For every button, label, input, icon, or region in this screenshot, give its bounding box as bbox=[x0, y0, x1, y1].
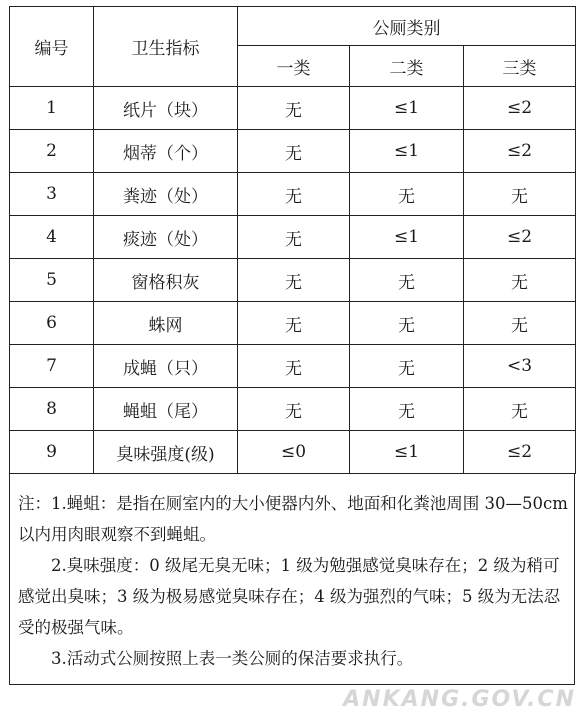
row-indicator: 成蝇（只） bbox=[94, 345, 238, 388]
note-2: 2.臭味强度：0 级尾无臭无味；1 级为勉强感觉臭味存在；2 级为稍可感觉出臭味；3 级为极易感觉臭味存在；4 级为强烈的气味；5 级为无法忍受的极强气味。 bbox=[18, 556, 561, 637]
row-number: 8 bbox=[10, 388, 94, 431]
hygiene-standards-table bbox=[9, 6, 576, 474]
note-3: 3.活动式公厕按照上表一类公厕的保洁要求执行。 bbox=[51, 649, 414, 668]
table-row bbox=[10, 302, 576, 345]
row-number: 6 bbox=[10, 302, 94, 345]
row-class-2-value: ≤1 bbox=[350, 87, 464, 130]
table-row bbox=[10, 216, 576, 259]
row-class-1-value: 无 bbox=[238, 388, 350, 431]
row-indicator: 臭味强度(级) bbox=[94, 431, 238, 474]
row-class-3-value: 无 bbox=[464, 388, 576, 431]
table-row bbox=[10, 345, 576, 388]
row-number: 5 bbox=[10, 259, 94, 302]
row-class-3-value: ≤2 bbox=[464, 130, 576, 173]
row-class-2-value: 无 bbox=[350, 388, 464, 431]
header-number: 编号 bbox=[10, 7, 94, 87]
table-row bbox=[10, 388, 576, 431]
row-class-1-value: 无 bbox=[238, 87, 350, 130]
row-class-2-value: ≤1 bbox=[350, 130, 464, 173]
table-row bbox=[10, 431, 576, 474]
row-indicator: 粪迹（处） bbox=[94, 173, 238, 216]
row-class-3-value: ≤2 bbox=[464, 431, 576, 474]
header-row-1 bbox=[10, 7, 576, 46]
table-row bbox=[10, 130, 576, 173]
row-class-2-value: 无 bbox=[350, 259, 464, 302]
row-class-2-value: ≤1 bbox=[350, 216, 464, 259]
row-number: 9 bbox=[10, 431, 94, 474]
row-indicator: 纸片（块） bbox=[94, 87, 238, 130]
row-class-2-value: ≤1 bbox=[350, 431, 464, 474]
row-class-3-value: <3 bbox=[464, 345, 576, 388]
row-class-3-value: 无 bbox=[464, 259, 576, 302]
row-class-1-value: 无 bbox=[238, 173, 350, 216]
row-indicator: 痰迹（处） bbox=[94, 216, 238, 259]
row-number: 2 bbox=[10, 130, 94, 173]
header-class-2: 二类 bbox=[350, 46, 464, 87]
row-class-1-value: 无 bbox=[238, 130, 350, 173]
header-class-3: 三类 bbox=[464, 46, 576, 87]
header-class-1: 一类 bbox=[238, 46, 350, 87]
row-class-1-value: 无 bbox=[238, 259, 350, 302]
row-class-2-value: 无 bbox=[350, 302, 464, 345]
document bbox=[9, 6, 575, 685]
row-class-3-value: 无 bbox=[464, 302, 576, 345]
notes-section bbox=[9, 474, 575, 685]
row-class-1-value: 无 bbox=[238, 345, 350, 388]
site-watermark: ANKANG.GOV.CN bbox=[343, 687, 576, 712]
header-toilet-category: 公厕类别 bbox=[238, 7, 576, 46]
row-indicator: 窗格积灰 bbox=[94, 259, 238, 302]
header-indicator: 卫生指标 bbox=[94, 7, 238, 87]
table-row bbox=[10, 259, 576, 302]
row-number: 4 bbox=[10, 216, 94, 259]
note-1: 注：1.蝇蛆：是指在厕室内的大小便器内外、地面和化粪池周围 30—50cm 以内用肉眼观察不到蝇蛆。 bbox=[18, 494, 568, 544]
row-indicator: 蝇蛆（尾） bbox=[94, 388, 238, 431]
row-class-3-value: ≤2 bbox=[464, 87, 576, 130]
row-class-1-value: ≤0 bbox=[238, 431, 350, 474]
row-indicator: 蛛网 bbox=[94, 302, 238, 345]
row-number: 1 bbox=[10, 87, 94, 130]
row-class-3-value: ≤2 bbox=[464, 216, 576, 259]
row-class-3-value: 无 bbox=[464, 173, 576, 216]
row-class-1-value: 无 bbox=[238, 302, 350, 345]
row-class-2-value: 无 bbox=[350, 173, 464, 216]
row-indicator: 烟蒂（个） bbox=[94, 130, 238, 173]
row-number: 3 bbox=[10, 173, 94, 216]
row-number: 7 bbox=[10, 345, 94, 388]
table-row bbox=[10, 173, 576, 216]
row-class-2-value: 无 bbox=[350, 345, 464, 388]
table-row bbox=[10, 87, 576, 130]
row-class-1-value: 无 bbox=[238, 216, 350, 259]
